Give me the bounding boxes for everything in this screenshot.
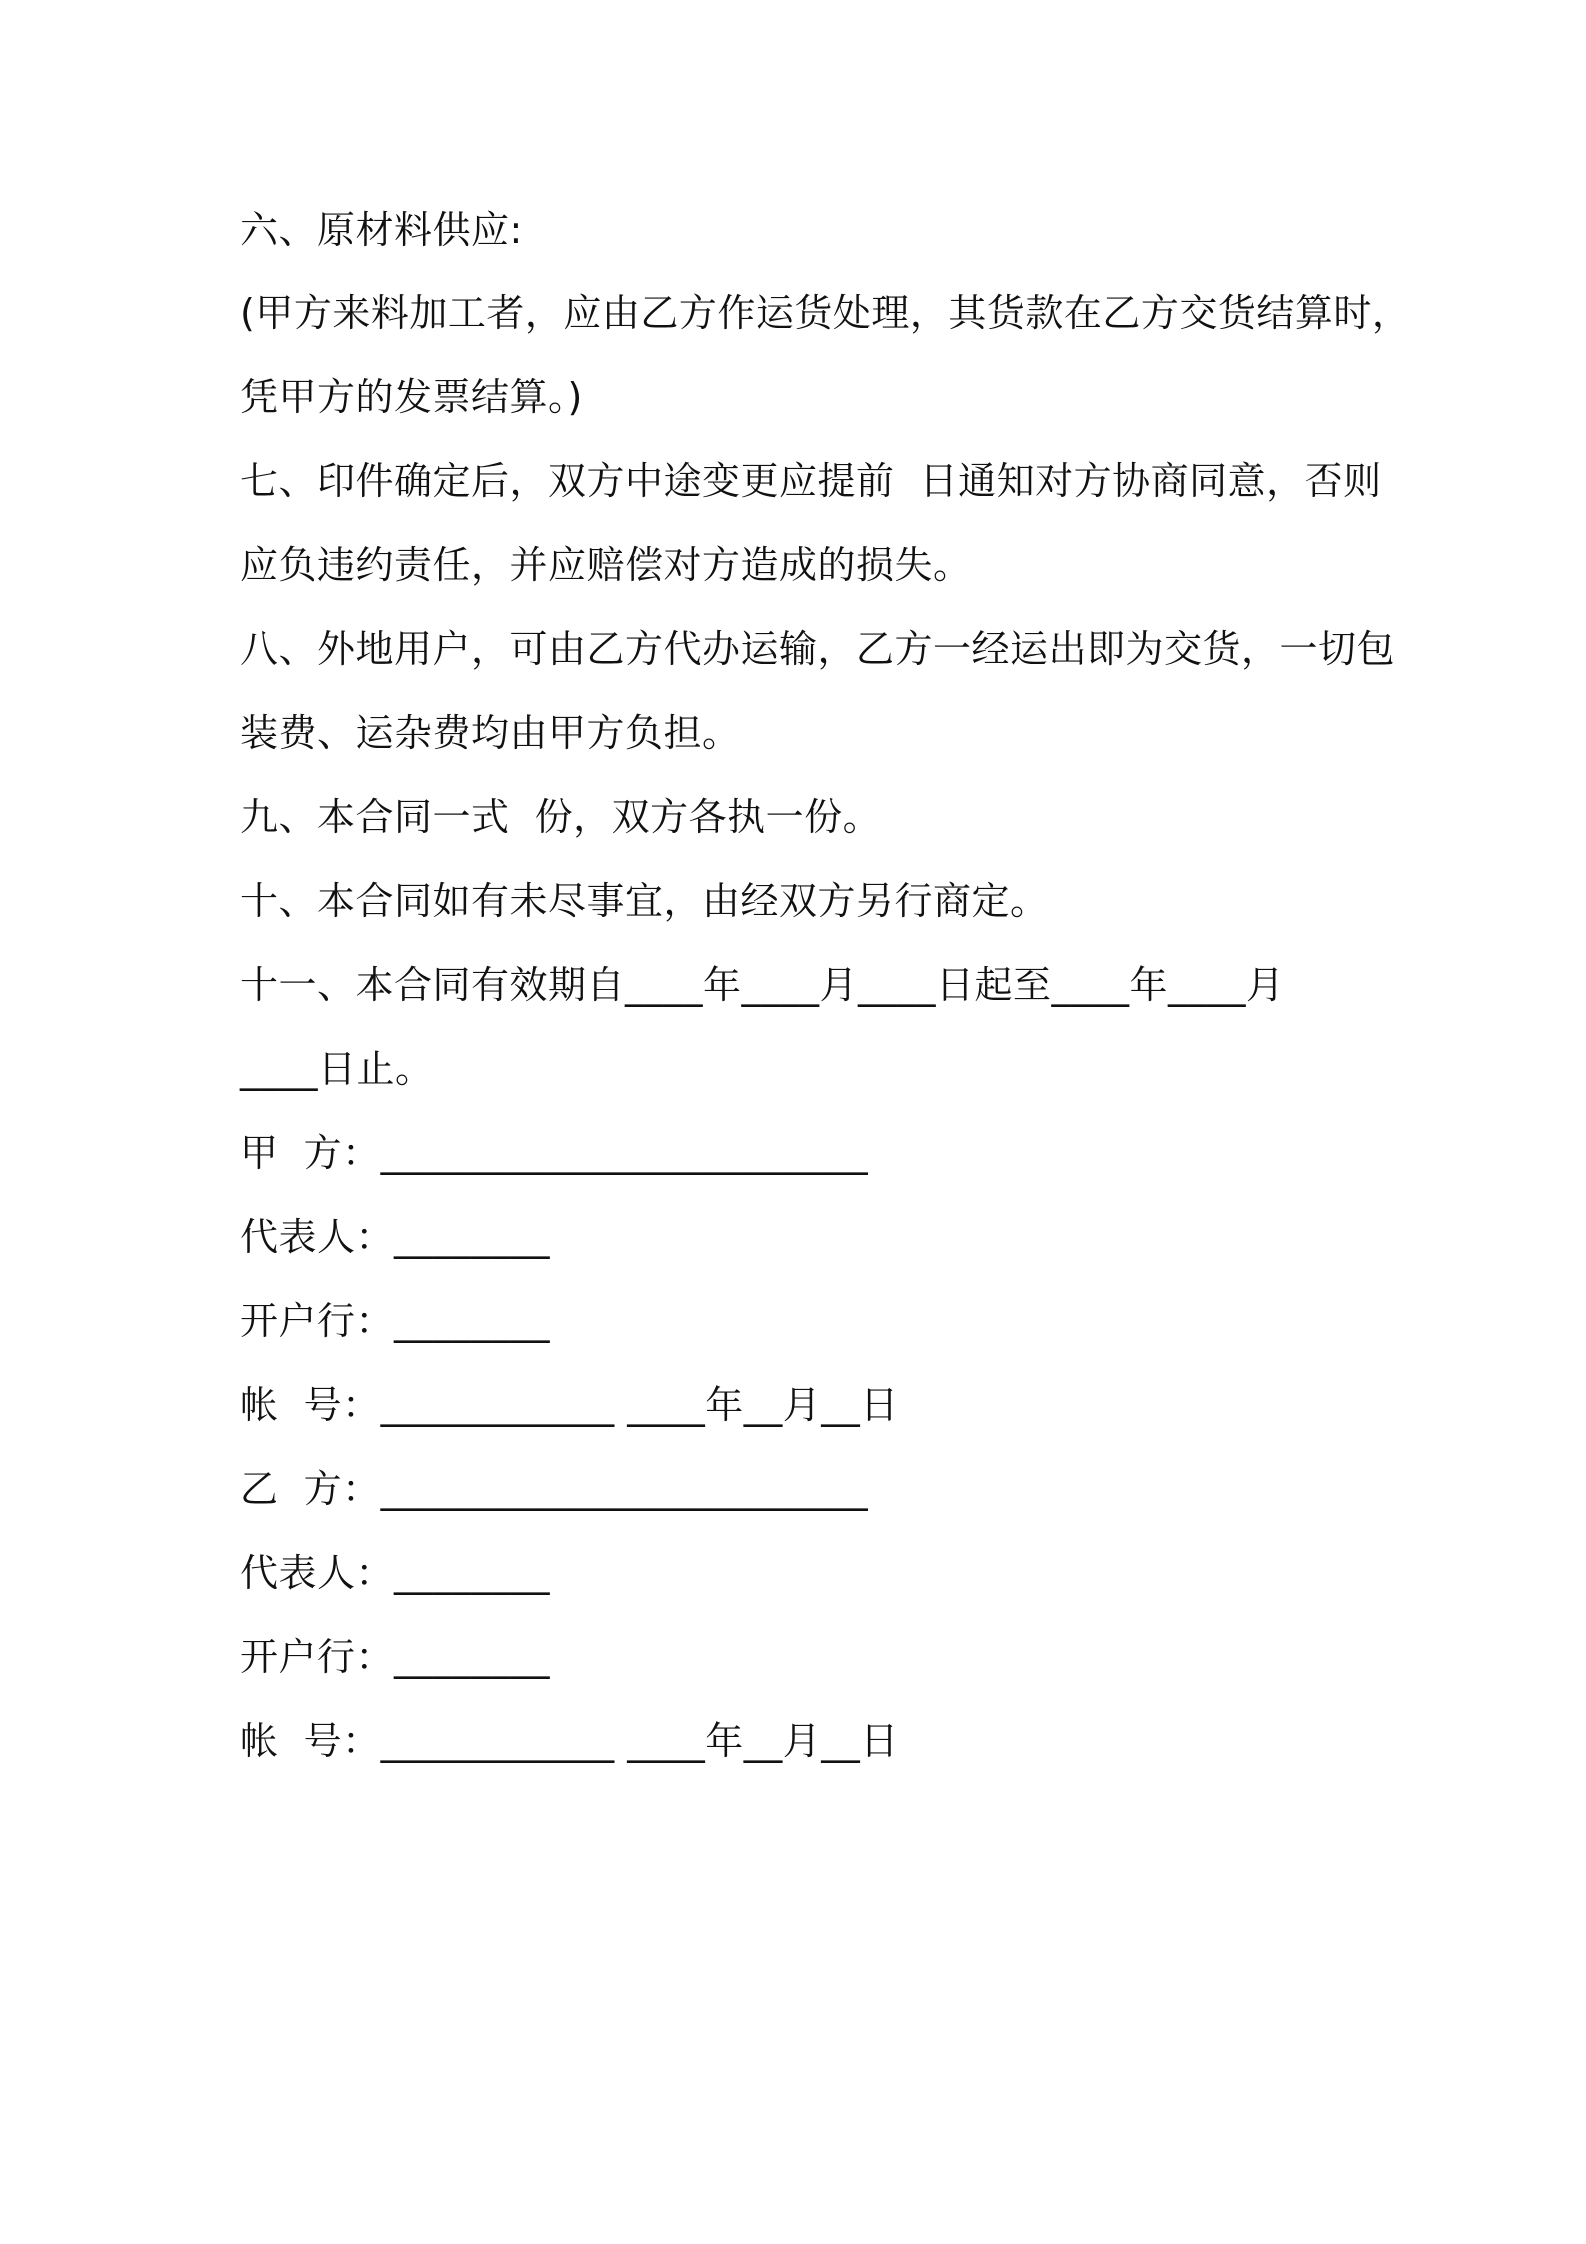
section-6-text-line-2: 凭甲方的发票结算。)	[240, 375, 583, 419]
party-b-account-date: 帐 号：____________ ____年__月__日	[240, 1719, 899, 1763]
section-7-line-2: 应负违约责任，并应赔偿对方造成的损失。	[240, 543, 972, 587]
section-11-line-2: ____日止。	[240, 1047, 434, 1091]
section-10: 十、本合同如有未尽事宜，由经双方另行商定。	[240, 879, 1049, 923]
section-7-line-1: 七、印件确定后，双方中途变更应提前 日通知对方协商同意，否则	[240, 459, 1382, 503]
party-a-representative: 代表人：________	[240, 1215, 551, 1259]
party-a-account-date: 帐 号：____________ ____年__月__日	[240, 1383, 899, 1427]
party-b-name: 乙 方：_________________________	[240, 1467, 869, 1511]
party-b-bank: 开户行：________	[240, 1635, 551, 1679]
section-8-line-2: 装费、运杂费均由甲方负担。	[240, 711, 741, 755]
section-6-text-line-1: (甲方来料加工者，应由乙方作运货处理，其货款在乙方交货结算时，	[240, 291, 1411, 335]
party-b-representative: 代表人：________	[240, 1551, 551, 1595]
party-a-name: 甲 方：_________________________	[240, 1131, 869, 1175]
section-9: 九、本合同一式 份，双方各执一份。	[240, 795, 882, 839]
party-a-bank: 开户行：________	[240, 1299, 551, 1343]
section-8-line-1: 八、外地用户，可由乙方代办运输，乙方一经运出即为交货，一切包	[240, 627, 1396, 671]
section-6-heading: 六、原材料供应:	[240, 208, 523, 252]
section-11-line-1: 十一、本合同有效期自____年____月____日起至____年____月	[240, 963, 1285, 1007]
